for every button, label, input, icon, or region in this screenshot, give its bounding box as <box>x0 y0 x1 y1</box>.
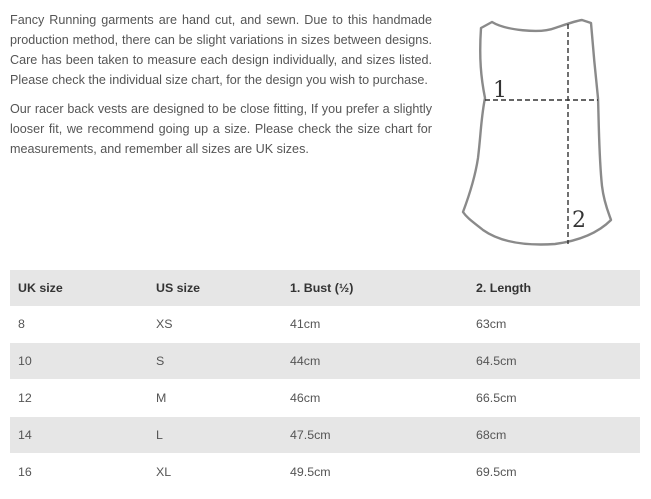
cell-us-size: M <box>148 380 282 417</box>
header-uk-size: UK size <box>10 270 148 306</box>
cell-length: 63cm <box>468 306 640 343</box>
table-row <box>10 380 640 417</box>
cell-bust: 47.5cm <box>282 417 468 454</box>
table-header-row <box>10 270 640 306</box>
intro-paragraph-2: Our racer back vests are designed to be close fitting, If you prefer a slightly looser fit, we recommend going up a size. Please check the size chart for measurements, and remember all sizes are UK sizes. <box>10 102 432 156</box>
table-row <box>10 306 640 343</box>
cell-length: 68cm <box>468 417 640 454</box>
cell-uk-size: 16 <box>10 454 148 491</box>
cell-length: 69.5cm <box>468 454 640 491</box>
cell-length: 66.5cm <box>468 380 640 417</box>
cell-uk-size: 12 <box>10 380 148 417</box>
cell-bust: 41cm <box>282 306 468 343</box>
table-row <box>10 417 640 454</box>
header-length: 2. Length <box>468 270 640 306</box>
bust-label: 1 <box>493 78 507 103</box>
table-row <box>10 454 640 491</box>
cell-uk-size: 14 <box>10 417 148 454</box>
size-chart-table <box>10 270 640 491</box>
intro-paragraph-1: Fancy Running garments are hand cut, and sewn. Due to this handmade production method, there can be slight variations in sizes between designs. Care has been taken to measure each design individually, and sizes listed. Please check the individual size chart, for the design you wish to purchase. <box>10 13 432 87</box>
intro-text <box>10 10 432 168</box>
cell-uk-size: 8 <box>10 306 148 343</box>
cell-us-size: L <box>148 417 282 454</box>
table-row <box>10 343 640 380</box>
vest-outline <box>463 20 611 244</box>
cell-us-size: XS <box>148 306 282 343</box>
cell-us-size: XL <box>148 454 282 491</box>
cell-bust: 44cm <box>282 343 468 380</box>
vest-measurement-diagram <box>455 8 625 258</box>
cell-uk-size: 10 <box>10 343 148 380</box>
header-bust: 1. Bust (½) <box>282 270 468 306</box>
cell-us-size: S <box>148 343 282 380</box>
cell-length: 64.5cm <box>468 343 640 380</box>
cell-bust: 46cm <box>282 380 468 417</box>
cell-bust: 49.5cm <box>282 454 468 491</box>
length-label: 2 <box>572 208 586 233</box>
header-us-size: US size <box>148 270 282 306</box>
